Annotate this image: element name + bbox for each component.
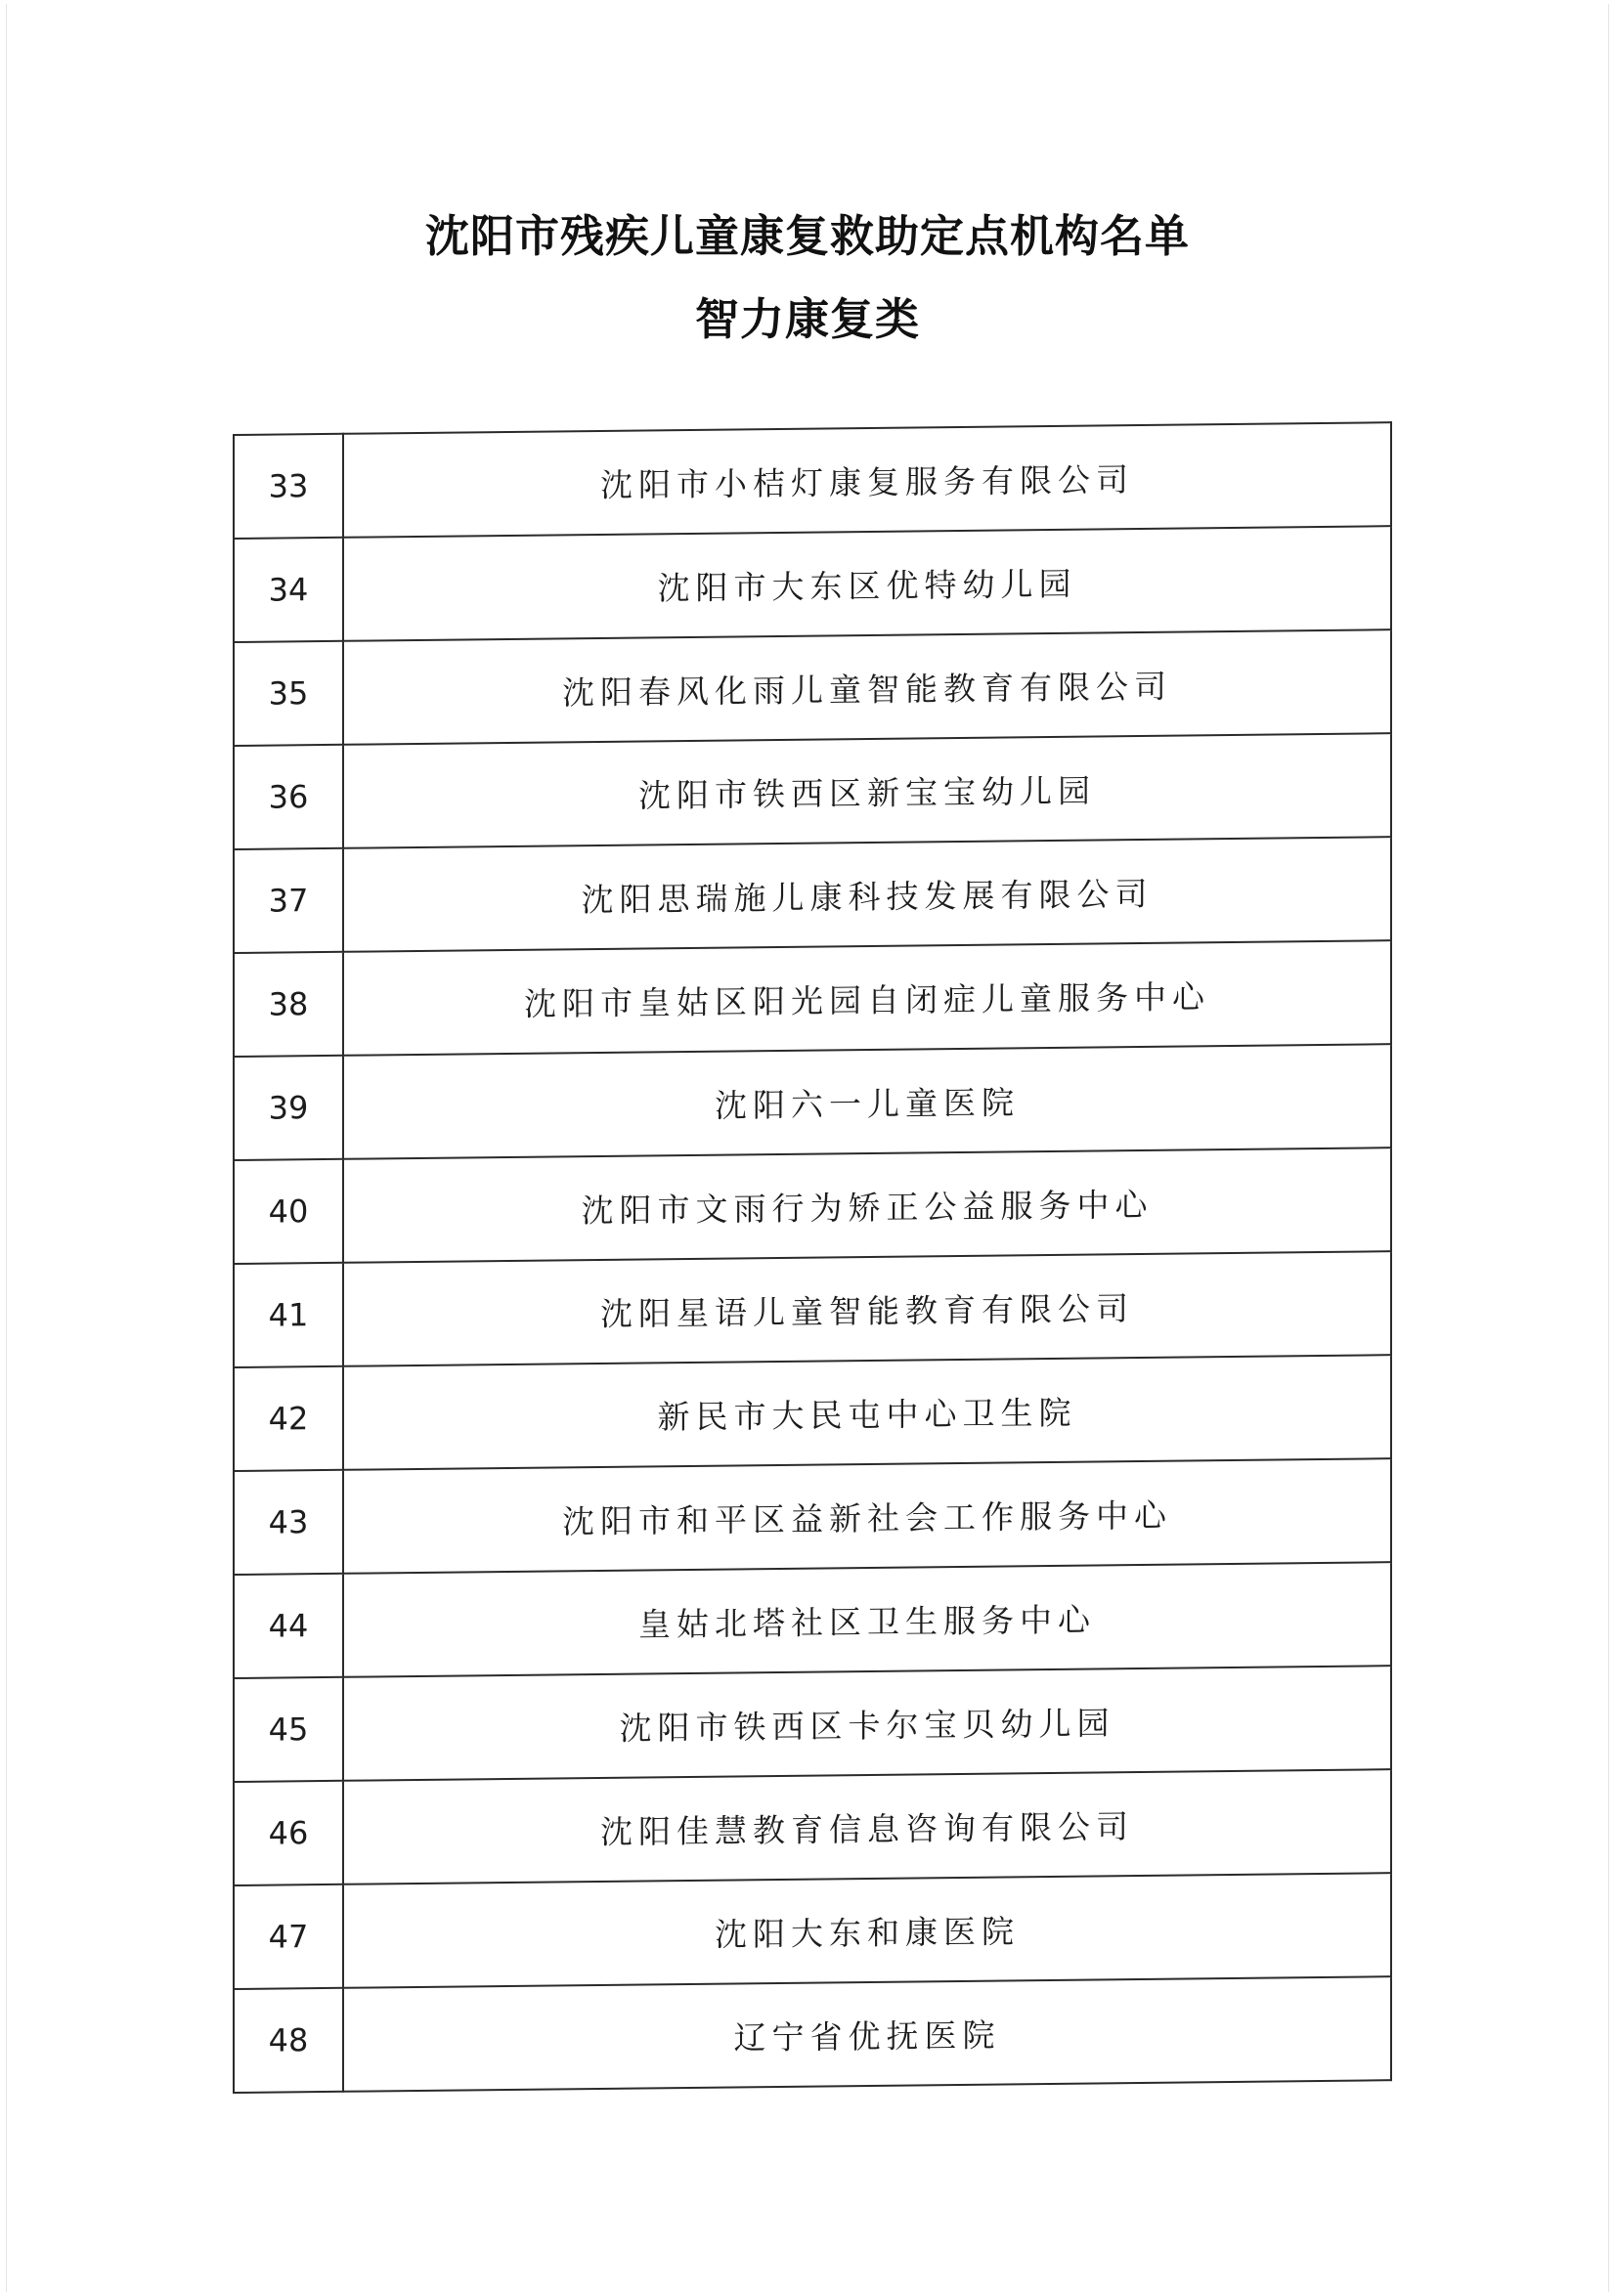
row-number: 47 xyxy=(234,1884,343,1989)
table-row xyxy=(234,1666,1391,1782)
institution-table-container xyxy=(233,421,1392,2063)
document-subtitle: 智力康复类 xyxy=(694,293,920,345)
table-row xyxy=(234,1769,1391,1885)
row-number: 41 xyxy=(234,1263,343,1367)
table-row xyxy=(234,526,1391,642)
table-row xyxy=(234,1251,1391,1367)
row-number: 37 xyxy=(234,848,343,953)
table-row xyxy=(234,1562,1391,1678)
institution-name: 新民市大民屯中心卫生院 xyxy=(343,1355,1391,1470)
institution-name: 沈阳市小桔灯康复服务有限公司 xyxy=(343,422,1391,538)
institution-name: 沈阳佳慧教育信息咨询有限公司 xyxy=(343,1769,1391,1884)
institution-name: 沈阳市皇姑区阳光园自闭症儿童服务中心 xyxy=(343,940,1391,1056)
institution-name: 沈阳春风化雨儿童智能教育有限公司 xyxy=(343,629,1391,745)
institution-name: 沈阳市和平区益新社会工作服务中心 xyxy=(343,1458,1391,1574)
institution-name: 沈阳市铁西区新宝宝幼儿园 xyxy=(343,733,1391,848)
institution-name: 沈阳思瑞施儿康科技发展有限公司 xyxy=(343,837,1391,952)
table-row xyxy=(234,1148,1391,1264)
table-row xyxy=(234,1976,1391,2093)
row-number: 43 xyxy=(234,1470,343,1575)
row-number: 35 xyxy=(234,641,343,746)
institution-name: 沈阳大东和康医院 xyxy=(343,1873,1391,1988)
row-number: 42 xyxy=(234,1366,343,1471)
row-number: 34 xyxy=(234,538,343,642)
institution-name: 沈阳星语儿童智能教育有限公司 xyxy=(343,1251,1391,1366)
table-row xyxy=(234,1044,1391,1160)
institution-name: 辽宁省优抚医院 xyxy=(343,1976,1391,2092)
row-number: 46 xyxy=(234,1781,343,1885)
table-row xyxy=(234,837,1391,953)
row-number: 45 xyxy=(234,1677,343,1782)
institution-name: 沈阳市大东区优特幼儿园 xyxy=(343,526,1391,641)
institution-name: 沈阳六一儿童医院 xyxy=(343,1044,1391,1159)
row-number: 40 xyxy=(234,1159,343,1264)
row-number: 44 xyxy=(234,1574,343,1678)
institution-table xyxy=(233,421,1392,2094)
row-number: 39 xyxy=(234,1056,343,1160)
table-row xyxy=(234,940,1391,1057)
institution-name: 沈阳市文雨行为矫正公益服务中心 xyxy=(343,1148,1391,1263)
institution-table-body xyxy=(234,422,1391,2093)
table-row xyxy=(234,1458,1391,1575)
row-number: 33 xyxy=(234,434,343,539)
row-number: 48 xyxy=(234,1988,343,2093)
row-number: 38 xyxy=(234,952,343,1057)
institution-name: 皇姑北塔社区卫生服务中心 xyxy=(343,1562,1391,1677)
row-number: 36 xyxy=(234,745,343,849)
table-row xyxy=(234,629,1391,746)
table-row xyxy=(234,1873,1391,1989)
table-row xyxy=(234,422,1391,539)
institution-name: 沈阳市铁西区卡尔宝贝幼儿园 xyxy=(343,1666,1391,1781)
table-row xyxy=(234,733,1391,849)
table-row xyxy=(234,1355,1391,1471)
document-title: 沈阳市残疾儿童康复救助定点机构名单 xyxy=(424,210,1190,262)
